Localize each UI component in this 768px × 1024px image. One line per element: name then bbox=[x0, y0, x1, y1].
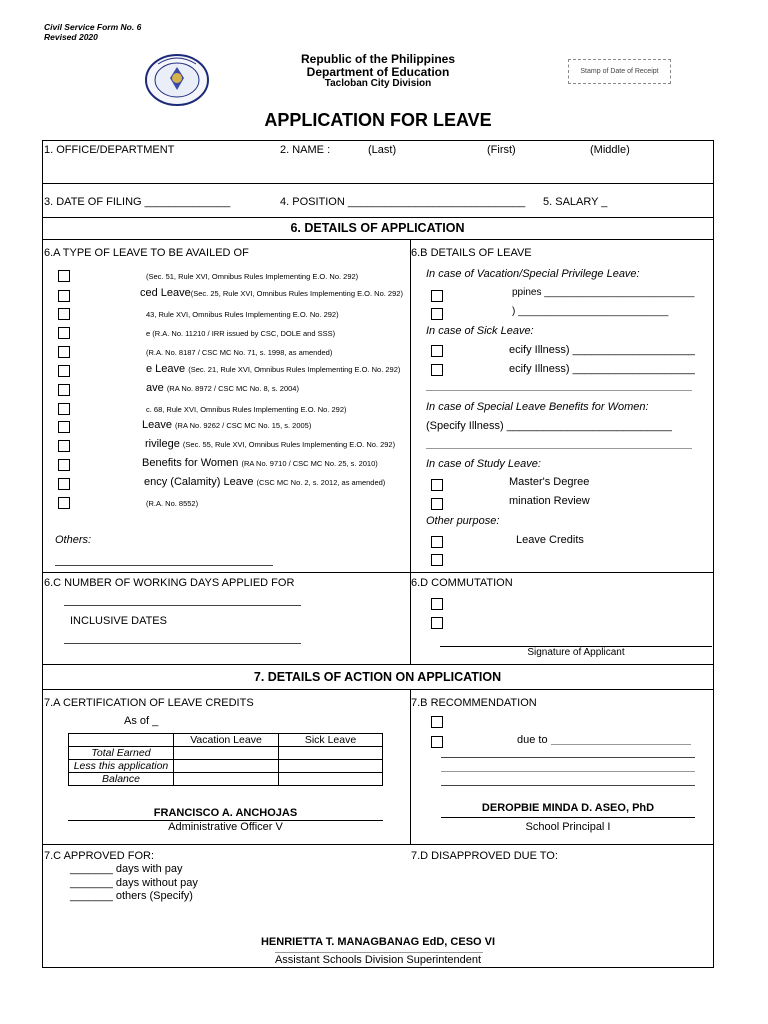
table-row-label: Balance bbox=[69, 773, 174, 786]
superintendent-title: Assistant Schools Division Superintendent bbox=[274, 954, 482, 966]
vacation-option-checkbox[interactable] bbox=[431, 290, 443, 302]
recommendation-checkbox[interactable] bbox=[431, 716, 443, 728]
commutation-title: 6.D COMMUTATION bbox=[411, 577, 513, 589]
study-option-label: mination Review bbox=[509, 495, 590, 507]
leave-type-item: rivilege (Sec. 55, Rule XVI, Omnibus Rules Implementing E.O. No. 292) bbox=[145, 438, 396, 450]
days-with-pay-label: _______ days with pay bbox=[70, 863, 183, 875]
approved-for-title: 7.C APPROVED FOR: bbox=[44, 850, 155, 862]
leave-type-item: ced Leave(Sec. 25, Rule XVI, Omnibus Rules Implementing E.O. No. 292) bbox=[140, 287, 403, 299]
form-revision: Revised 2020 bbox=[44, 32, 98, 42]
other-purpose-checkbox[interactable] bbox=[431, 554, 443, 566]
study-option-checkbox[interactable] bbox=[431, 479, 443, 491]
study-case-label: In case of Study Leave: bbox=[426, 458, 541, 470]
receipt-stamp-box: Stamp of Date of Receipt bbox=[568, 59, 671, 84]
leave-type-item: Leave (RA No. 9262 / CSC MC No. 15, s. 2005) bbox=[142, 419, 312, 431]
leave-type-item: Benefits for Women (RA No. 9710 / CSC MC No. 25, s. 2010) bbox=[142, 457, 378, 469]
sick-option-checkbox[interactable] bbox=[431, 345, 443, 357]
leave-type-item: c. 68, Rule XVI, Omnibus Rules Implementing E.O. No. 292) bbox=[146, 405, 347, 414]
sick-option-label: ecify Illness) ____________________ bbox=[509, 363, 695, 375]
days-without-pay-label: _______ days without pay bbox=[70, 877, 198, 889]
salary-label: 5. SALARY _ bbox=[543, 196, 608, 208]
leave-type-item: (R.A. No. 8552) bbox=[146, 499, 199, 508]
other-purpose-option-label: Leave Credits bbox=[516, 534, 584, 546]
leave-type-checkbox[interactable] bbox=[58, 327, 70, 339]
due-to-label: due to bbox=[517, 734, 548, 746]
leave-type-checkbox[interactable] bbox=[58, 478, 70, 490]
certifying-officer-name: FRANCISCO A. ANCHOJAS bbox=[153, 807, 298, 819]
deped-seal-icon bbox=[144, 54, 210, 106]
study-option-label: Master's Degree bbox=[509, 476, 590, 488]
leave-type-checkbox[interactable] bbox=[58, 346, 70, 358]
applicant-signature-label: Signature of Applicant bbox=[527, 647, 625, 658]
leave-type-item: ave (RA No. 8972 / CSC MC No. 8, s. 2004) bbox=[146, 382, 299, 394]
header-republic: Republic of the Philippines bbox=[300, 52, 455, 66]
leave-type-item: (R.A. No. 8187 / CSC MC No. 71, s. 1998, as amended) bbox=[146, 348, 333, 357]
leave-type-checkbox[interactable] bbox=[58, 270, 70, 282]
first-name-label: (First) bbox=[487, 144, 516, 156]
inclusive-dates-label: INCLUSIVE DATES bbox=[70, 615, 167, 627]
as-of-label: As of _ bbox=[124, 715, 159, 727]
office-label: 1. OFFICE/DEPARTMENT bbox=[44, 144, 175, 156]
last-name-label: (Last) bbox=[368, 144, 397, 156]
others-label: Others: bbox=[55, 534, 92, 546]
table-row bbox=[69, 747, 383, 760]
principal-name: DEROPBIE MINDA D. ASEO, PhD bbox=[481, 802, 655, 814]
leave-type-checkbox[interactable] bbox=[58, 421, 70, 433]
principal-title: School Principal I bbox=[525, 821, 611, 833]
leave-type-item: e Leave (Sec. 21, Rule XVI, Omnibus Rules Implementing E.O. No. 292) bbox=[146, 363, 401, 375]
sick-case-label: In case of Sick Leave: bbox=[426, 325, 534, 337]
leave-type-checkbox[interactable] bbox=[58, 308, 70, 320]
header-department: Department of Education bbox=[306, 65, 450, 79]
leave-type-item: (Sec. 51, Rule XVI, Omnibus Rules Implementing E.O. No. 292) bbox=[146, 272, 359, 281]
table-header-cell bbox=[69, 734, 174, 747]
other-purpose-checkbox[interactable] bbox=[431, 536, 443, 548]
disapproved-title: 7.D DISAPPROVED DUE TO: bbox=[411, 850, 558, 862]
vacation-option-label: ) ___________________________ bbox=[512, 306, 669, 317]
form-number: Civil Service Form No. 6 bbox=[44, 22, 142, 32]
leave-credits-title: 7.A CERTIFICATION OF LEAVE CREDITS bbox=[44, 697, 254, 709]
working-days-title: 6.C NUMBER OF WORKING DAYS APPLIED FOR bbox=[44, 577, 295, 589]
name-label: 2. NAME : bbox=[280, 144, 331, 156]
section-6-title: 6. DETAILS OF APPLICATION bbox=[290, 221, 465, 235]
certifying-officer-title: Administrative Officer V bbox=[168, 821, 283, 833]
other-purpose-label: Other purpose: bbox=[426, 515, 500, 527]
others-specify-label: _______ others (Specify) bbox=[70, 890, 193, 902]
commutation-checkbox[interactable] bbox=[431, 617, 443, 629]
header-division: Tacloban City Division bbox=[324, 78, 432, 89]
leave-type-checkbox[interactable] bbox=[58, 365, 70, 377]
position-label: 4. POSITION _____________________________ bbox=[280, 196, 526, 208]
recommendation-checkbox[interactable] bbox=[431, 736, 443, 748]
page-title: APPLICATION FOR LEAVE bbox=[264, 110, 492, 130]
recommendation-title: 7.B RECOMMENDATION bbox=[411, 697, 537, 709]
women-option-label: (Specify Illness) ___________________________ bbox=[426, 420, 672, 432]
vacation-case-label: In case of Vacation/Special Privilege Leave: bbox=[426, 268, 640, 280]
sick-option-checkbox[interactable] bbox=[431, 364, 443, 376]
vacation-option-label: ppines ___________________________ bbox=[512, 287, 695, 298]
section-7-title: 7. DETAILS OF ACTION ON APPLICATION bbox=[253, 670, 502, 684]
leave-type-checkbox[interactable] bbox=[58, 459, 70, 471]
study-option-checkbox[interactable] bbox=[431, 498, 443, 510]
middle-name-label: (Middle) bbox=[590, 144, 630, 156]
sick-option-label: ecify Illness) ____________________ bbox=[509, 344, 695, 356]
table-row-label: Less this application bbox=[69, 760, 174, 773]
vacation-option-checkbox[interactable] bbox=[431, 308, 443, 320]
leave-type-checkbox[interactable] bbox=[58, 290, 70, 302]
leave-type-checkbox[interactable] bbox=[58, 440, 70, 452]
table-header-cell: Vacation Leave bbox=[174, 734, 279, 747]
details-of-leave-title: 6.B DETAILS OF LEAVE bbox=[411, 247, 532, 259]
table-row bbox=[69, 773, 383, 786]
leave-type-checkbox[interactable] bbox=[58, 384, 70, 396]
date-filing-label: 3. DATE OF FILING ______________ bbox=[44, 196, 231, 208]
leave-type-checkbox[interactable] bbox=[58, 403, 70, 415]
table-header-cell: Sick Leave bbox=[279, 734, 383, 747]
commutation-checkbox[interactable] bbox=[431, 598, 443, 610]
leave-type-item: 43, Rule XVI, Omnibus Rules Implementing E.O. No. 292) bbox=[146, 310, 339, 319]
table-row bbox=[69, 760, 383, 773]
type-of-leave-title: 6.A TYPE OF LEAVE TO BE AVAILED OF bbox=[44, 247, 249, 259]
superintendent-name: HENRIETTA T. MANAGBANAG EdD, CESO VI bbox=[260, 936, 496, 948]
leave-credits-table bbox=[68, 733, 383, 786]
women-case-label: In case of Special Leave Benefits for Women: bbox=[426, 401, 649, 413]
leave-type-item: ency (Calamity) Leave (CSC MC No. 2, s. 2012, as amended) bbox=[144, 476, 386, 488]
table-row-label: Total Earned bbox=[69, 747, 174, 760]
leave-type-item: e (R.A. No. 11210 / IRR issued by CSC, DOLE and SSS) bbox=[146, 329, 336, 338]
leave-type-checkbox[interactable] bbox=[58, 497, 70, 509]
